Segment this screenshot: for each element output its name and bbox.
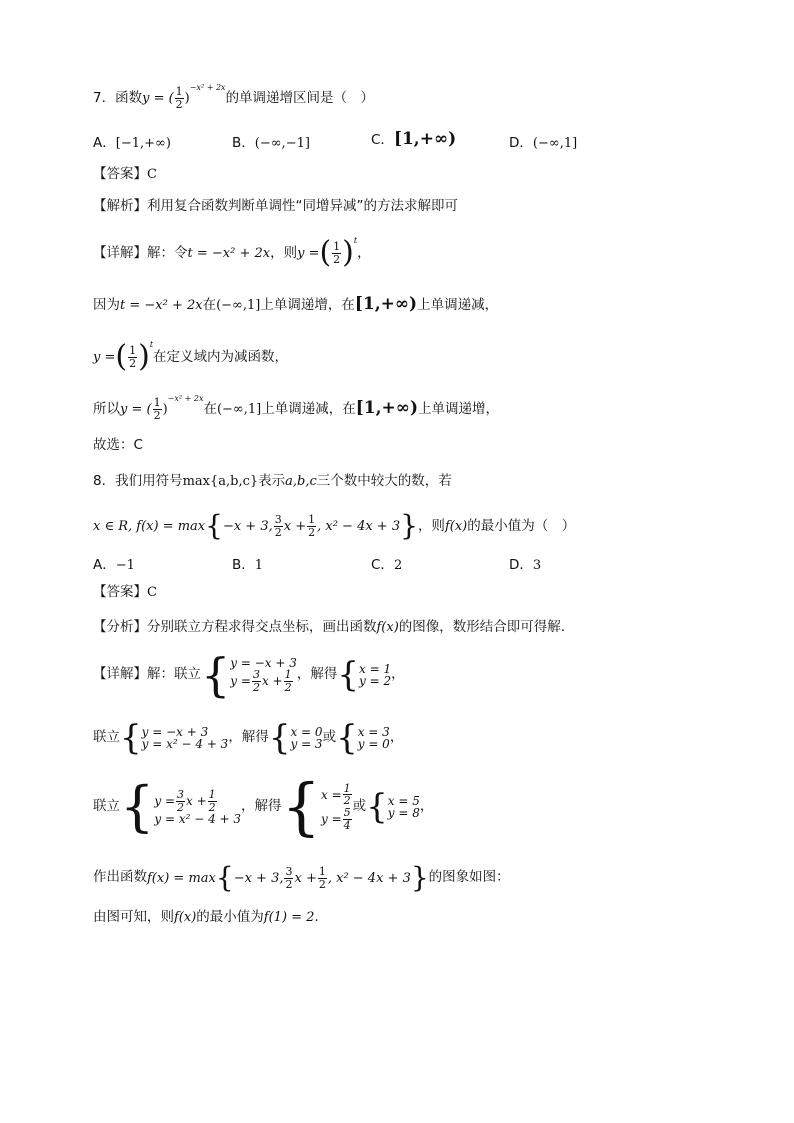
analysis-text: 利用复合函数判断单调性“同增异减”的方法求解即可 [147,198,458,214]
q7-option-b[interactable]: B．(−∞,−1] [232,135,310,151]
q7-option-a[interactable]: A．[−1,+∞) [93,135,171,151]
q8-option-d[interactable]: D．3 [509,557,542,573]
q7-fraction: $\frac{1}{2}$ [175,85,183,111]
q7-number-label: 7．函数 [93,90,143,107]
q8-stem-line1: 8．我们用符号max{a,b,c}表示a,b,c三个数中较大的数，若 [93,473,452,489]
q8-detail-plot-line: 作出函数 f(x) = max { −x + 3, $\frac{3}{2}$ x + $\frac{1}{2}$ , x² − 4x + 3 } 的图象如图： [93,861,510,894]
q8-option-c[interactable]: C．2 [371,557,403,573]
detail-label: 【详解】 [93,666,147,683]
detail-label: 【详解】 [93,245,147,261]
half-fraction: $\frac{1}{2}$ [333,239,341,266]
q8-detail-system1: 【详解】 解：联立 { y = −x + 3 y = $\frac{3}{2}$ x + $\frac{1}{2}$ ，解得 { x = 1 y = 2 ， [93,648,405,702]
q8-number-label: 8．我们用符号 [93,473,183,489]
answer-value: C [147,167,157,182]
q8-detail-system2: 联立 { y = −x + 3 y = x² − 4 + 3 ，解得 { x = 0 y = 3 或 { x = 3 y = 0 ， [93,718,404,758]
q7-stem: 7．函数 y = ( $\frac{1}{2}$ ) −x² + 2x 的单调递增区间是（ ） [93,83,375,111]
analysis-label: 【分析】 [93,619,147,635]
q8-analysis: 【分析】分别联立方程求得交点坐标，画出函数f(x)的图像，数形结合即可得解. [93,619,566,635]
q7-option-c[interactable]: C．[1,+∞) [371,129,457,149]
analysis-label: 【解析】 [93,198,147,214]
q8-stem-line2: x ∈ R, f(x) = max { −x + 3, $\frac{3}{2}$ x + $\frac{1}{2}$ , x² − 4x + 3 } ，则f(x)的最小值为（ ） [93,509,576,542]
q7-detail-line2: 因为t = −x² + 2x在(−∞,1]上单调递增，在[1,+∞)上单调递减， [93,294,499,314]
q7-analysis [93,200,458,214]
q7-detail-line4: 所以 y = ( $\frac{1}{2}$ ) −x² + 2x 在(−∞,1]上单调递减，在[1,+∞)上单调递增， [93,394,499,422]
q8-option-b[interactable]: B．1 [232,557,264,573]
q8-detail-system3: 联立 { y = $\frac{3}{2}$ x + $\frac{1}{2}$ y = x² − 4 + 3 ，解得 { x = $\frac{1}{2}$ y = $\frac{5}{4}$ 或 { x = 5 y = 8 ， [93,770,434,843]
q7-stem-suffix: 的单调递增区间是（ ） [225,90,375,107]
q8-detail-conclusion: 由图可知，则f(x)的最小值为f(1) = 2. [93,909,319,925]
q7-option-d[interactable]: D．(−∞,1] [509,135,578,151]
q7-conclusion: 故选：C [93,437,143,453]
q7-y-eq: y = ( [142,90,174,106]
q7-detail-line1: 【详解】解：令t = −x² + 2x，则 y = ( $\frac{1}{2}$ ) t ， [93,235,371,270]
answer-label: 【答案】 [93,166,147,182]
q7-detail-line3: y = ( $\frac{1}{2}$ ) t 在定义域内为减函数， [93,339,289,374]
q7-exponent: −x² + 2x [189,83,226,93]
answer-value: C [147,585,157,600]
answer-label: 【答案】 [93,584,147,600]
q8-option-a[interactable]: A．−1 [93,557,135,573]
q7-answer [93,168,157,182]
q8-answer [93,586,157,600]
